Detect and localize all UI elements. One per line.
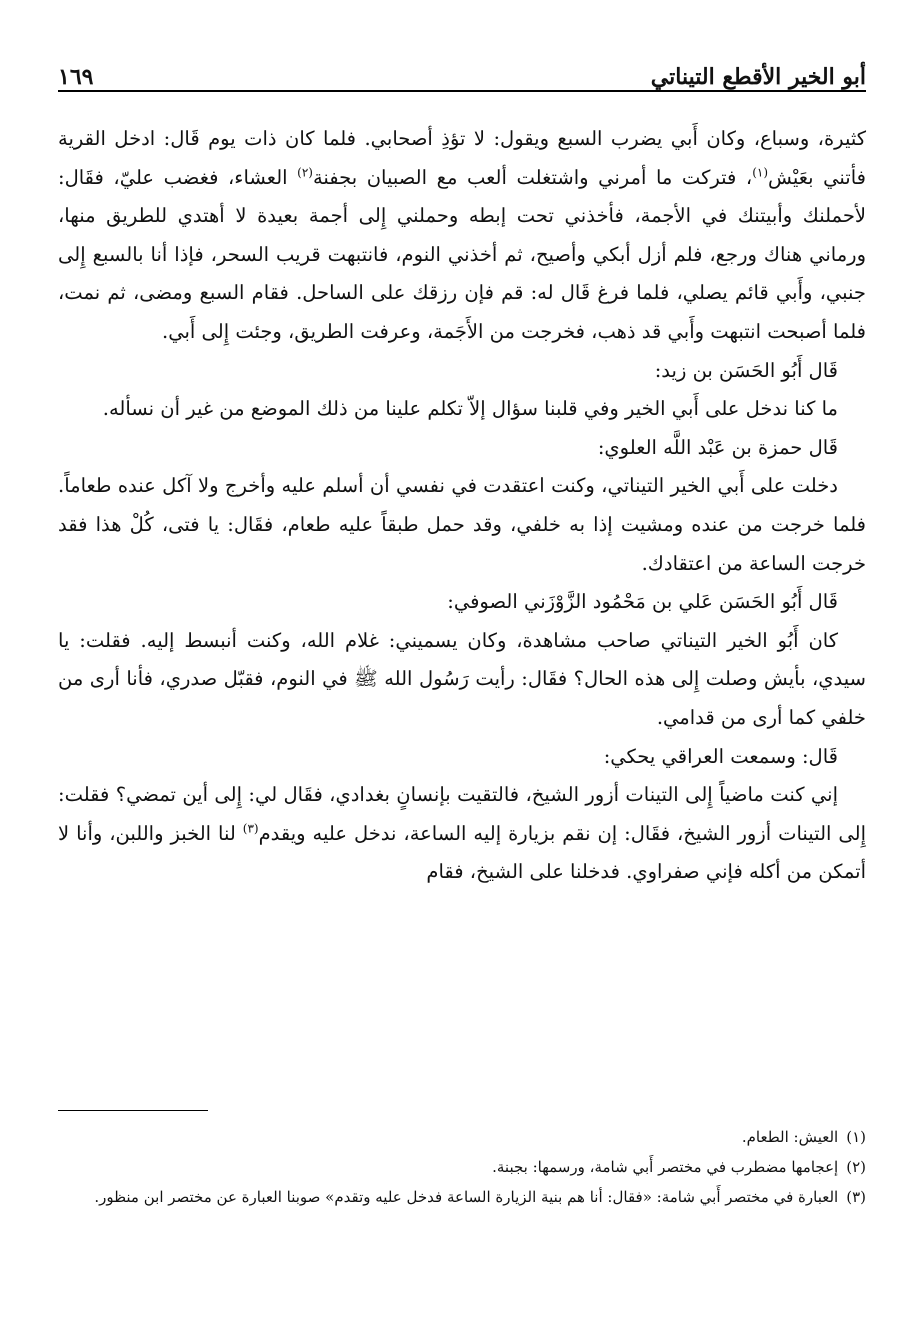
paragraph: كان أَبُو الخير التيناتي صاحب مشاهدة، وكان يسميني: غلام الله، وكنت أنبسط إليه. فقلت: يا سيدي، بأيش وصلت إِلى هذه الحال؟ فقَال: رأيت رَسُول الله ﷺ في النوم، فقبّل صدري، فأنا أرى من خلفي كما أرى من قدامي.	[58, 628, 866, 729]
main-text	[58, 120, 866, 892]
footnote-ref-3[interactable]: (٣)	[242, 821, 259, 836]
page-number: ١٦٩	[58, 64, 94, 90]
paragraph-heading: قَال أَبُو الحَسَن بن زيد:	[654, 358, 838, 382]
paragraph-1: كثيرة، وسباع، وكان أَبي يضرب السبع ويقول: لا تؤذِ أصحابي. فلما كان ذات يوم قَال: ادخل القرية فأتني بعَيْش$^{(١)}$، فتركت ما أمرني واشتغلت ألعب مع الصبيان بجفنة$^{(٢)}$ العشاء، فغضب عليّ، فقَال: لأحملنك وأبيتنك في الأجمة، فأخذني تحت إبطه وحملني إِلى أجمة بعيدة لا أهتدي للطريق منها، ورماني هناك ورجع، فلم أزل أبكي وأصيح، ثم أخذني النوم، فانتبهت قريب السحر، فإذا أنا بالسبع إِلى جنبي، وأَبي قائم يصلي، فلما فرغ قَال له: قم فإن رزقك على الساحل. فقام السبع ومضى، ثم نمت، فلما أصبحت انتبهت وأَبي قد ذهب، فخرجت من الأَجَمة، وعرفت الطريق، وجئت إِلى أَبي.	[58, 127, 866, 343]
footnote-number: (٢)	[846, 1158, 866, 1176]
footnote-3	[58, 1182, 866, 1212]
footnote-ref-2[interactable]: (٢)	[297, 165, 313, 180]
book-page	[58, 52, 866, 892]
paragraph-heading: قَال حمزة بن عَبْد اللَّه العلوي:	[597, 435, 838, 459]
paragraph-heading: قَال أَبُو الحَسَن عَلي بن مَحْمُود الزَّوْزَني الصوفي:	[447, 590, 838, 614]
footnote-1	[58, 1122, 866, 1152]
footnote-number: (١)	[846, 1128, 866, 1146]
paragraph: دخلت على أَبي الخير التيناتي، وكنت اعتقدت في نفسي أن أسلم عليه وأخرج ولا آكل عنده طعاماً. فلما خرجت من عنده ومشيت إذا به خلفي، وقد حمل طبقاً عليه طعام، فقَال: يا فتى، كُلْ هذا فقد خرجت الساعة من اعتقادك.	[58, 474, 866, 575]
footnote-text: العبارة في مختصر أَبي شامة: «فقال: أنا هم بنية الزيارة الساعة فدخل عليه وتقدم» صوبنا العبارة عن مختصر ابن منظور.	[94, 1188, 839, 1206]
footnote-number: (٣)	[846, 1188, 866, 1206]
footnote-text: إعجامها مضطرب في مختصر أَبي شامة، ورسمها: بجبنة.	[492, 1158, 839, 1176]
running-title: أبو الخير الأقطع التيناتي	[650, 64, 866, 90]
footnote-separator	[58, 1110, 208, 1111]
page-header	[58, 52, 866, 92]
paragraph-heading: قَال: وسمعت العراقي يحكي:	[603, 744, 838, 768]
footnote-text: العيش: الطعام.	[741, 1128, 839, 1146]
footnote-ref-1[interactable]: (١)	[752, 165, 769, 180]
footnotes	[58, 1122, 866, 1212]
footnote-2	[58, 1152, 866, 1182]
paragraph: ما كنا ندخل على أَبي الخير وفي قلبنا سؤال إلاّ تكلم علينا من ذلك الموضع من غير أن نسأله.	[102, 397, 838, 421]
paragraph: إني كنت ماضياً إِلى التينات أزور الشيخ، فالتقيت بإنسانٍ بغدادي، فقَال لي: إِلى أين تمضي؟ فقلت: إِلى التينات أزور الشيخ، فقَال: إن نقم بزيارة إليه الساعة، ندخل عليه ويقدم$^{(٣)}$ لنا الخبز واللبن، وأنا لا أتمكن من أكله فإني صفراوي. فدخلنا على الشيخ، فقام	[58, 783, 866, 884]
